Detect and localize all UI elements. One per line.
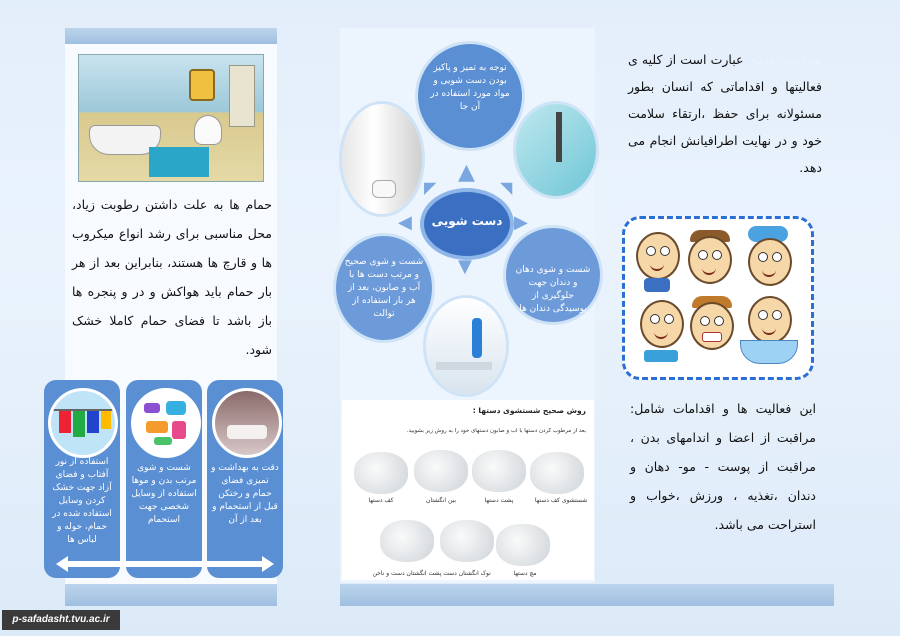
center-bottom-bar <box>340 584 834 606</box>
eye-icon <box>758 252 768 262</box>
kid-face-4 <box>640 300 684 366</box>
face-icon <box>690 302 734 350</box>
eye-icon <box>698 250 708 260</box>
kid-face-6 <box>740 296 798 366</box>
activities-paragraph: این فعالیت ها و اقدامات شامل: مراقبت از اعضا و اندامهای بدن ، مراقبت از پوست - مو- دهان و دندان ،تغذیه ، ورزش ،خواب و استراحت می باشد. <box>630 401 816 532</box>
eye-icon <box>772 310 782 320</box>
hand-step-2-icon <box>472 450 526 492</box>
hand-step-6-caption: نوک انگشتان دست <box>443 570 491 577</box>
tap-circle-photo <box>516 104 596 196</box>
tip-text-wash: شست و شوی مرتب بدن و موها استفاده از وسایل شخصی جهت استحمام <box>131 463 197 525</box>
tip-text-sun: استفاده از نور آفتاب و فضای آزاد جهت خشک کردن وسایل استفاده شده در حمام، حوله و لباس ها <box>52 457 112 545</box>
arrow-up-icon: ▲ <box>458 160 475 185</box>
eye-icon <box>700 316 710 326</box>
laundry-image <box>48 388 118 458</box>
arrow-left-icon: ◀ <box>398 212 412 233</box>
diagram-left-text: شست و شوی صحیح و مرتب دست ها با آب و صابون، بعد از هر بار استفاده از توالت <box>344 257 424 319</box>
face-icon <box>748 296 792 344</box>
hand-step-3-icon <box>414 450 468 492</box>
hand-step-7-icon <box>380 520 434 562</box>
eye-icon <box>712 250 722 260</box>
handwash-title: روش صحیح شستشوی دستها : <box>472 406 586 415</box>
kid-face-5 <box>690 300 734 366</box>
clean-bathroom-image <box>212 388 282 458</box>
double-arrow <box>56 556 274 572</box>
hand-step-7-caption: پشت انگشتان دست و ناخن <box>372 570 442 577</box>
handwash-subtitle: بعد از مرطوب کردن دستها با آب و صابون دستهای خود را به روش زیر بشویید. <box>406 428 586 434</box>
double-arrow-icon <box>56 556 274 572</box>
eye-icon <box>758 310 768 320</box>
intro-highlight: بهداشت فردی <box>747 52 822 67</box>
bathroom-image <box>78 54 264 182</box>
diagram-top-text: توجه به تمیز و پاکیز بودن دست شویی و مواد مورد استفاده در آن جا <box>430 63 510 112</box>
diagram-center-label: دست شویی <box>431 214 503 228</box>
hand-step-1-caption: شستشوی کف دستها <box>534 497 588 504</box>
hand-step-4-icon <box>354 452 408 494</box>
eye-icon <box>650 314 660 324</box>
face-icon <box>688 236 732 284</box>
hand-step-5-icon <box>496 524 550 566</box>
hand-step-1-icon <box>530 452 584 494</box>
personal-items-image <box>131 388 201 458</box>
tip-text-clean: دقت به بهداشت و تمیزی فضای حمام و رختکن قبل از استحمام و بعد از آن <box>211 463 279 525</box>
bathroom-paragraph: حمام ها به علت داشتن رطوبت زیاد، محل مناسبی برای رشد انواع میکروب ها و قارچ ها هستند، بنابراین بعد از هر بار حمام باید هواکش و در و پنجره ها باز باشد تا فضای حمام کاملا خشک شود. <box>72 197 272 357</box>
sink-circle-photo <box>426 298 506 394</box>
kid-face-2 <box>688 232 732 292</box>
arrow-left-up-icon: ◤ <box>424 178 437 197</box>
bathroom-circle-photo <box>342 104 422 214</box>
eye-icon <box>714 316 724 326</box>
intro-text: عبارت است از کلیه ی فعالیتها و اقداماتی که انسان بطور مسئولانه برای حفظ ،ارتقاء سلامت خود و در نهایت اطرافیانش انجام می دهد. <box>628 52 822 175</box>
hand-step-2-caption: پشت دستها <box>484 497 514 504</box>
hand-step-6-icon <box>440 520 494 562</box>
arrow-right-up-icon: ◥ <box>500 178 513 197</box>
right-intro <box>628 46 822 181</box>
eye-icon <box>646 246 656 256</box>
diagram-right-text: شست و شوی دهان و دندان جهت جلوگیری از پوسیدگی دندان ها <box>515 265 591 314</box>
hand-step-5-caption: مچ دستها <box>513 570 537 577</box>
footer-url[interactable]: p-safadasht.tvu.ac.ir <box>2 610 120 630</box>
left-bottom-bar <box>65 584 277 606</box>
face-icon <box>640 300 684 348</box>
left-top-bar <box>65 28 277 44</box>
kid-face-3 <box>744 226 794 292</box>
kid-face-1 <box>636 232 680 292</box>
arrow-right-icon: ▶ <box>514 212 528 233</box>
eye-icon <box>772 252 782 262</box>
eye-icon <box>664 314 674 324</box>
hand-step-3-caption: بین انگشتان <box>425 497 456 504</box>
face-icon <box>748 238 792 286</box>
arrow-down-icon: ▼ <box>458 256 472 277</box>
eye-icon <box>660 246 670 256</box>
hand-step-4-caption: کف دستها <box>368 497 394 504</box>
face-icon <box>636 232 680 280</box>
